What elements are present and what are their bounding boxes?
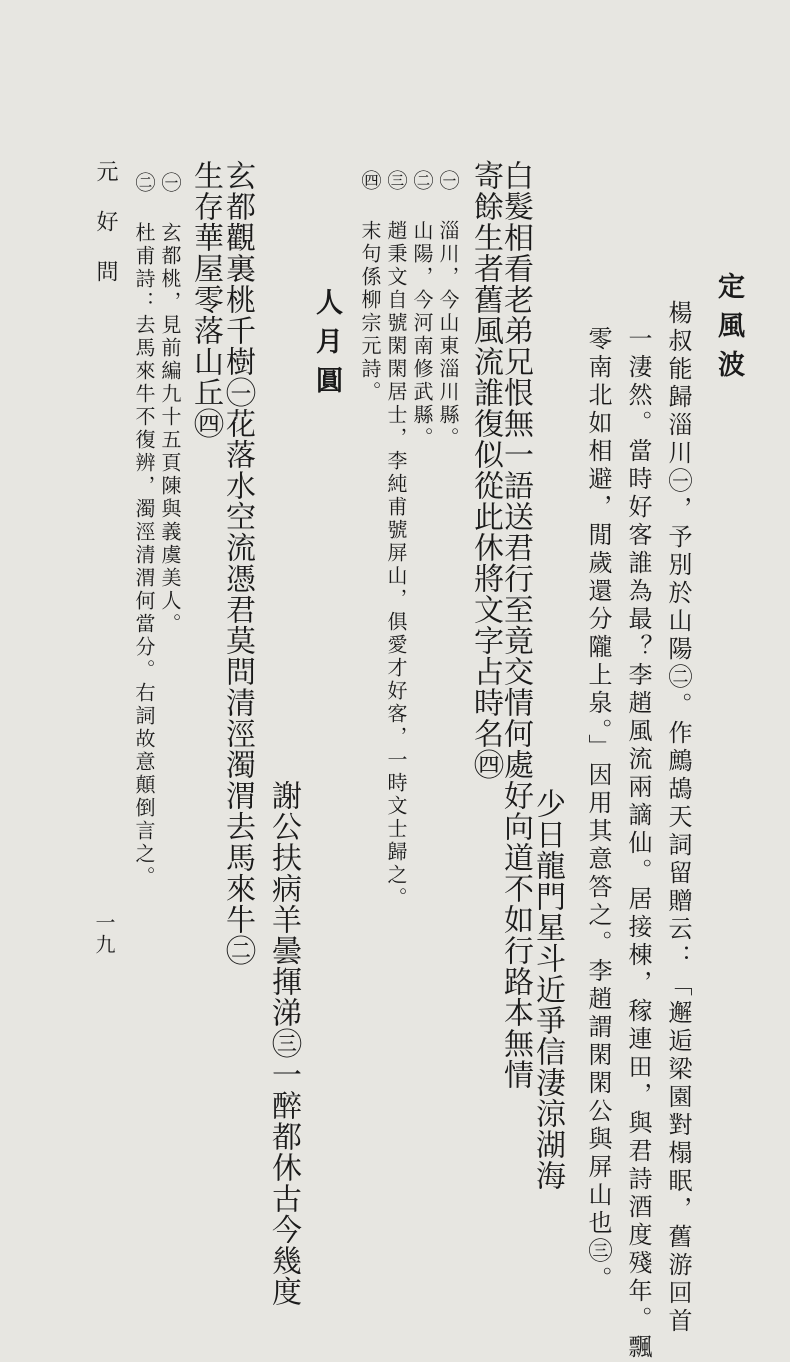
note-2: ㊁ 山陽，今河南修武縣。 [410, 170, 434, 450]
poem-title-dingfengbo: 定風波 [713, 272, 744, 389]
running-head: 元好問 [93, 160, 118, 310]
note-ry-2: ㊁ 杜甫詩：去馬來牛不復辨，濁涇清渭何當分。右詞故意顛倒言之。 [132, 172, 156, 889]
note-4: ㊃ 末句係柳宗元詩。 [358, 170, 382, 404]
note-ry-1: ㊀ 玄都桃，見前編九十五頁陳與義虞美人。 [158, 172, 182, 636]
verse-line-3: 寄餘生者舊風流誰復似從此休將文字占時名㊃ [468, 160, 503, 780]
verse-line-1: 少日龍門星斗近爭信淒涼湖海 [530, 788, 565, 1191]
preface-line-2: 一淒然。當時好客誰為最？李趙風流兩謫仙。居接棟，稼連田，與君詩酒度殘年。飄 [624, 326, 652, 1362]
page-number: 一九 [92, 912, 116, 956]
preface-line-1: 楊叔能歸淄川㊀，予別於山陽㊁。作鷓鴣天詞留贈云：「邂逅梁園對榻眠，舊游回首 [664, 300, 692, 1336]
verse-ry-line-2: 生存華屋零落山丘㊃ [188, 160, 223, 439]
note-3: ㊂ 趙秉文自號閑閑居士，李純甫號屏山，俱愛才好客，一時文士歸之。 [384, 170, 408, 910]
preface-line-3: 零南北如相避，閒歲還分隴上泉。」因用其意答之。李趙謂閑閑公與屏山也㊂。 [584, 326, 612, 1294]
verse-ry-line-1: 玄都觀裏桃千樹㊀花落水空流憑君莫問清涇濁渭去馬來牛㊁ [220, 160, 255, 966]
verse-line-2: 白髮相看老弟兄恨無一語送君行至竟交情何處好向道不如行路本無情 [498, 160, 533, 1090]
note-1: ㊀ 淄川，今山東淄川縣。 [436, 170, 460, 450]
poem-title-renyueyuan: 人月圓 [311, 288, 342, 405]
verse-ry-line-1b: 謝公扶病羊曇揮涕㊂一醉都休古今幾度 [266, 780, 301, 1307]
